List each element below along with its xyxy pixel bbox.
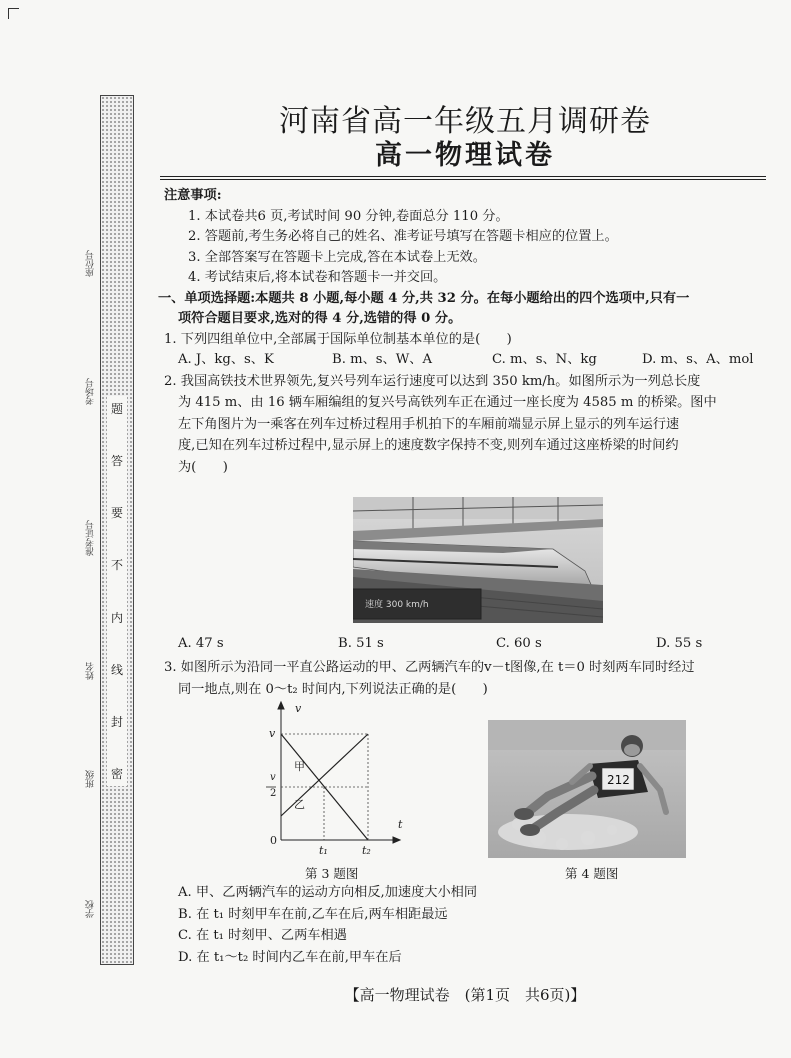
seal-word: 密 xyxy=(110,766,123,781)
stem-line: 3. 如图所示为沿同一平直公路运动的甲、乙两辆汽车的v－t图像,在 t＝0 时刻两车同时经过 xyxy=(164,660,695,675)
option: A. J、kg、s、K xyxy=(178,352,274,367)
stem-line: 度,已知在列车过桥过程中,显示屏上的速度数字保持不变,则列车通过这座桥梁的时间约 xyxy=(178,438,679,453)
option: A. 47 s xyxy=(178,636,224,651)
option: C. m、s、N、kg xyxy=(492,352,597,367)
notice-item: 4. 考试结束后,将本试卷和答题卡一并交回。 xyxy=(188,270,447,285)
notice-item: 3. 全部答案写在答题卡上完成,答在本试卷上无效。 xyxy=(188,249,486,265)
y-axis-arrow xyxy=(278,702,284,709)
field-exam-id: 准考证号 xyxy=(86,520,96,556)
seal-word: 不 xyxy=(110,558,123,573)
stem-line: 为 415 m、由 16 辆车厢编组的复兴号高铁列车正在通过一座长度为 4585 m 的桥梁。图中 xyxy=(178,395,717,410)
axis-label-t: t xyxy=(398,818,403,831)
vt-graph xyxy=(256,700,406,860)
long-jump-photo xyxy=(488,720,686,858)
label-yi: 乙 xyxy=(294,798,305,811)
speed-display-text: 速度 300 km/h xyxy=(365,600,429,610)
stem-line: 左下角图片为一乘客在列车过桥过程用手机拍下的车厢前端显示屏上显示的列车运行速 xyxy=(178,416,680,432)
field-class: 班级 xyxy=(86,770,96,788)
option: A. 甲、乙两辆汽车的运动方向相反,加速度大小相同 xyxy=(178,885,478,900)
question-1-stem: 1. 下列四组单位中,全部属于国际单位制基本单位的是( ) xyxy=(164,331,512,347)
option: D. m、s、A、mol xyxy=(642,352,754,367)
seal-word: 线 xyxy=(110,662,123,677)
seal-word: 题 xyxy=(110,402,123,416)
seal-word: 内 xyxy=(110,610,123,625)
stem-line: 同一地点,则在 0～t₂ 时间内,下列说法正确的是( ) xyxy=(178,681,488,697)
question-2-options xyxy=(178,636,702,651)
page-footer: 【高一物理试卷 (第1页 共6页)】 xyxy=(344,986,586,1004)
stem-line: 2. 我国高铁技术世界领先,复兴号列车运行速度可以达到 350 km/h。如图所示为一列总长度 xyxy=(164,373,701,389)
option: D. 55 s xyxy=(656,636,703,651)
notice-item: 2. 答题前,考生务必将自己的姓名、准考证号填写在答题卡相应的位置上。 xyxy=(188,229,618,244)
tick-t2: t₂ xyxy=(362,844,371,857)
train-photo xyxy=(353,497,603,623)
seal-word: 要 xyxy=(110,506,123,521)
option: B. 51 s xyxy=(338,636,384,651)
divider xyxy=(160,176,766,177)
tick-half-num: v xyxy=(270,772,276,783)
option: B. 在 t₁ 时刻甲车在前,乙车在后,两车相距最远 xyxy=(178,906,448,922)
question-1-options xyxy=(164,350,768,371)
seal-word: 答 xyxy=(110,454,123,469)
field-school: 学校 xyxy=(86,900,96,918)
option: C. 60 s xyxy=(496,636,542,651)
tick-half-den: 2 xyxy=(270,788,277,799)
divider xyxy=(160,179,766,180)
question-3-stem xyxy=(164,657,768,700)
crop-mark xyxy=(8,8,19,19)
exam-subtitle: 高一物理试卷 xyxy=(375,140,555,171)
field-name: 姓名 xyxy=(86,662,96,680)
notice-heading: 注意事项: xyxy=(164,188,222,203)
field-room-number: 考场号 xyxy=(86,378,96,405)
bib-number: 212 xyxy=(607,773,630,787)
option: D. 在 t₁～t₂ 时间内乙车在前,甲车在后 xyxy=(178,949,402,965)
tick-t1: t₁ xyxy=(319,844,328,857)
seal-word: 封 xyxy=(110,714,123,729)
binding-strip xyxy=(100,95,134,965)
question-3-options xyxy=(178,882,477,968)
option: B. m、s、W、A xyxy=(332,352,432,367)
field-seat-number: 座位号 xyxy=(86,250,96,277)
x-axis-arrow xyxy=(393,837,400,843)
axis-label-v: v xyxy=(295,702,302,715)
caption-figure-4: 第 4 题图 xyxy=(565,866,619,881)
seal-words xyxy=(107,396,127,786)
notice-item: 1. 本试卷共6 页,考试时间 90 分钟,卷面总分 110 分。 xyxy=(188,208,509,224)
label-jia: 甲 xyxy=(294,760,305,773)
exam-content xyxy=(158,186,768,478)
section-heading-cont: 项符合题目要求,选对的得 4 分,选错的得 0 分。 xyxy=(178,311,462,326)
exam-title: 河南省高一年级五月调研卷 xyxy=(279,104,651,139)
tick-v: v xyxy=(269,727,276,740)
stem-line: 为( ) xyxy=(178,459,228,475)
origin-label: 0 xyxy=(270,834,277,847)
option: C. 在 t₁ 时刻甲、乙两车相遇 xyxy=(178,928,347,943)
section-heading: 一、单项选择题:本题共 8 小题,每小题 4 分,共 32 分。在每小题给出的四个选项中,只有一 xyxy=(158,290,690,306)
question-2-stem xyxy=(164,371,768,479)
caption-figure-3: 第 3 题图 xyxy=(305,866,359,881)
seal-area xyxy=(107,396,127,786)
